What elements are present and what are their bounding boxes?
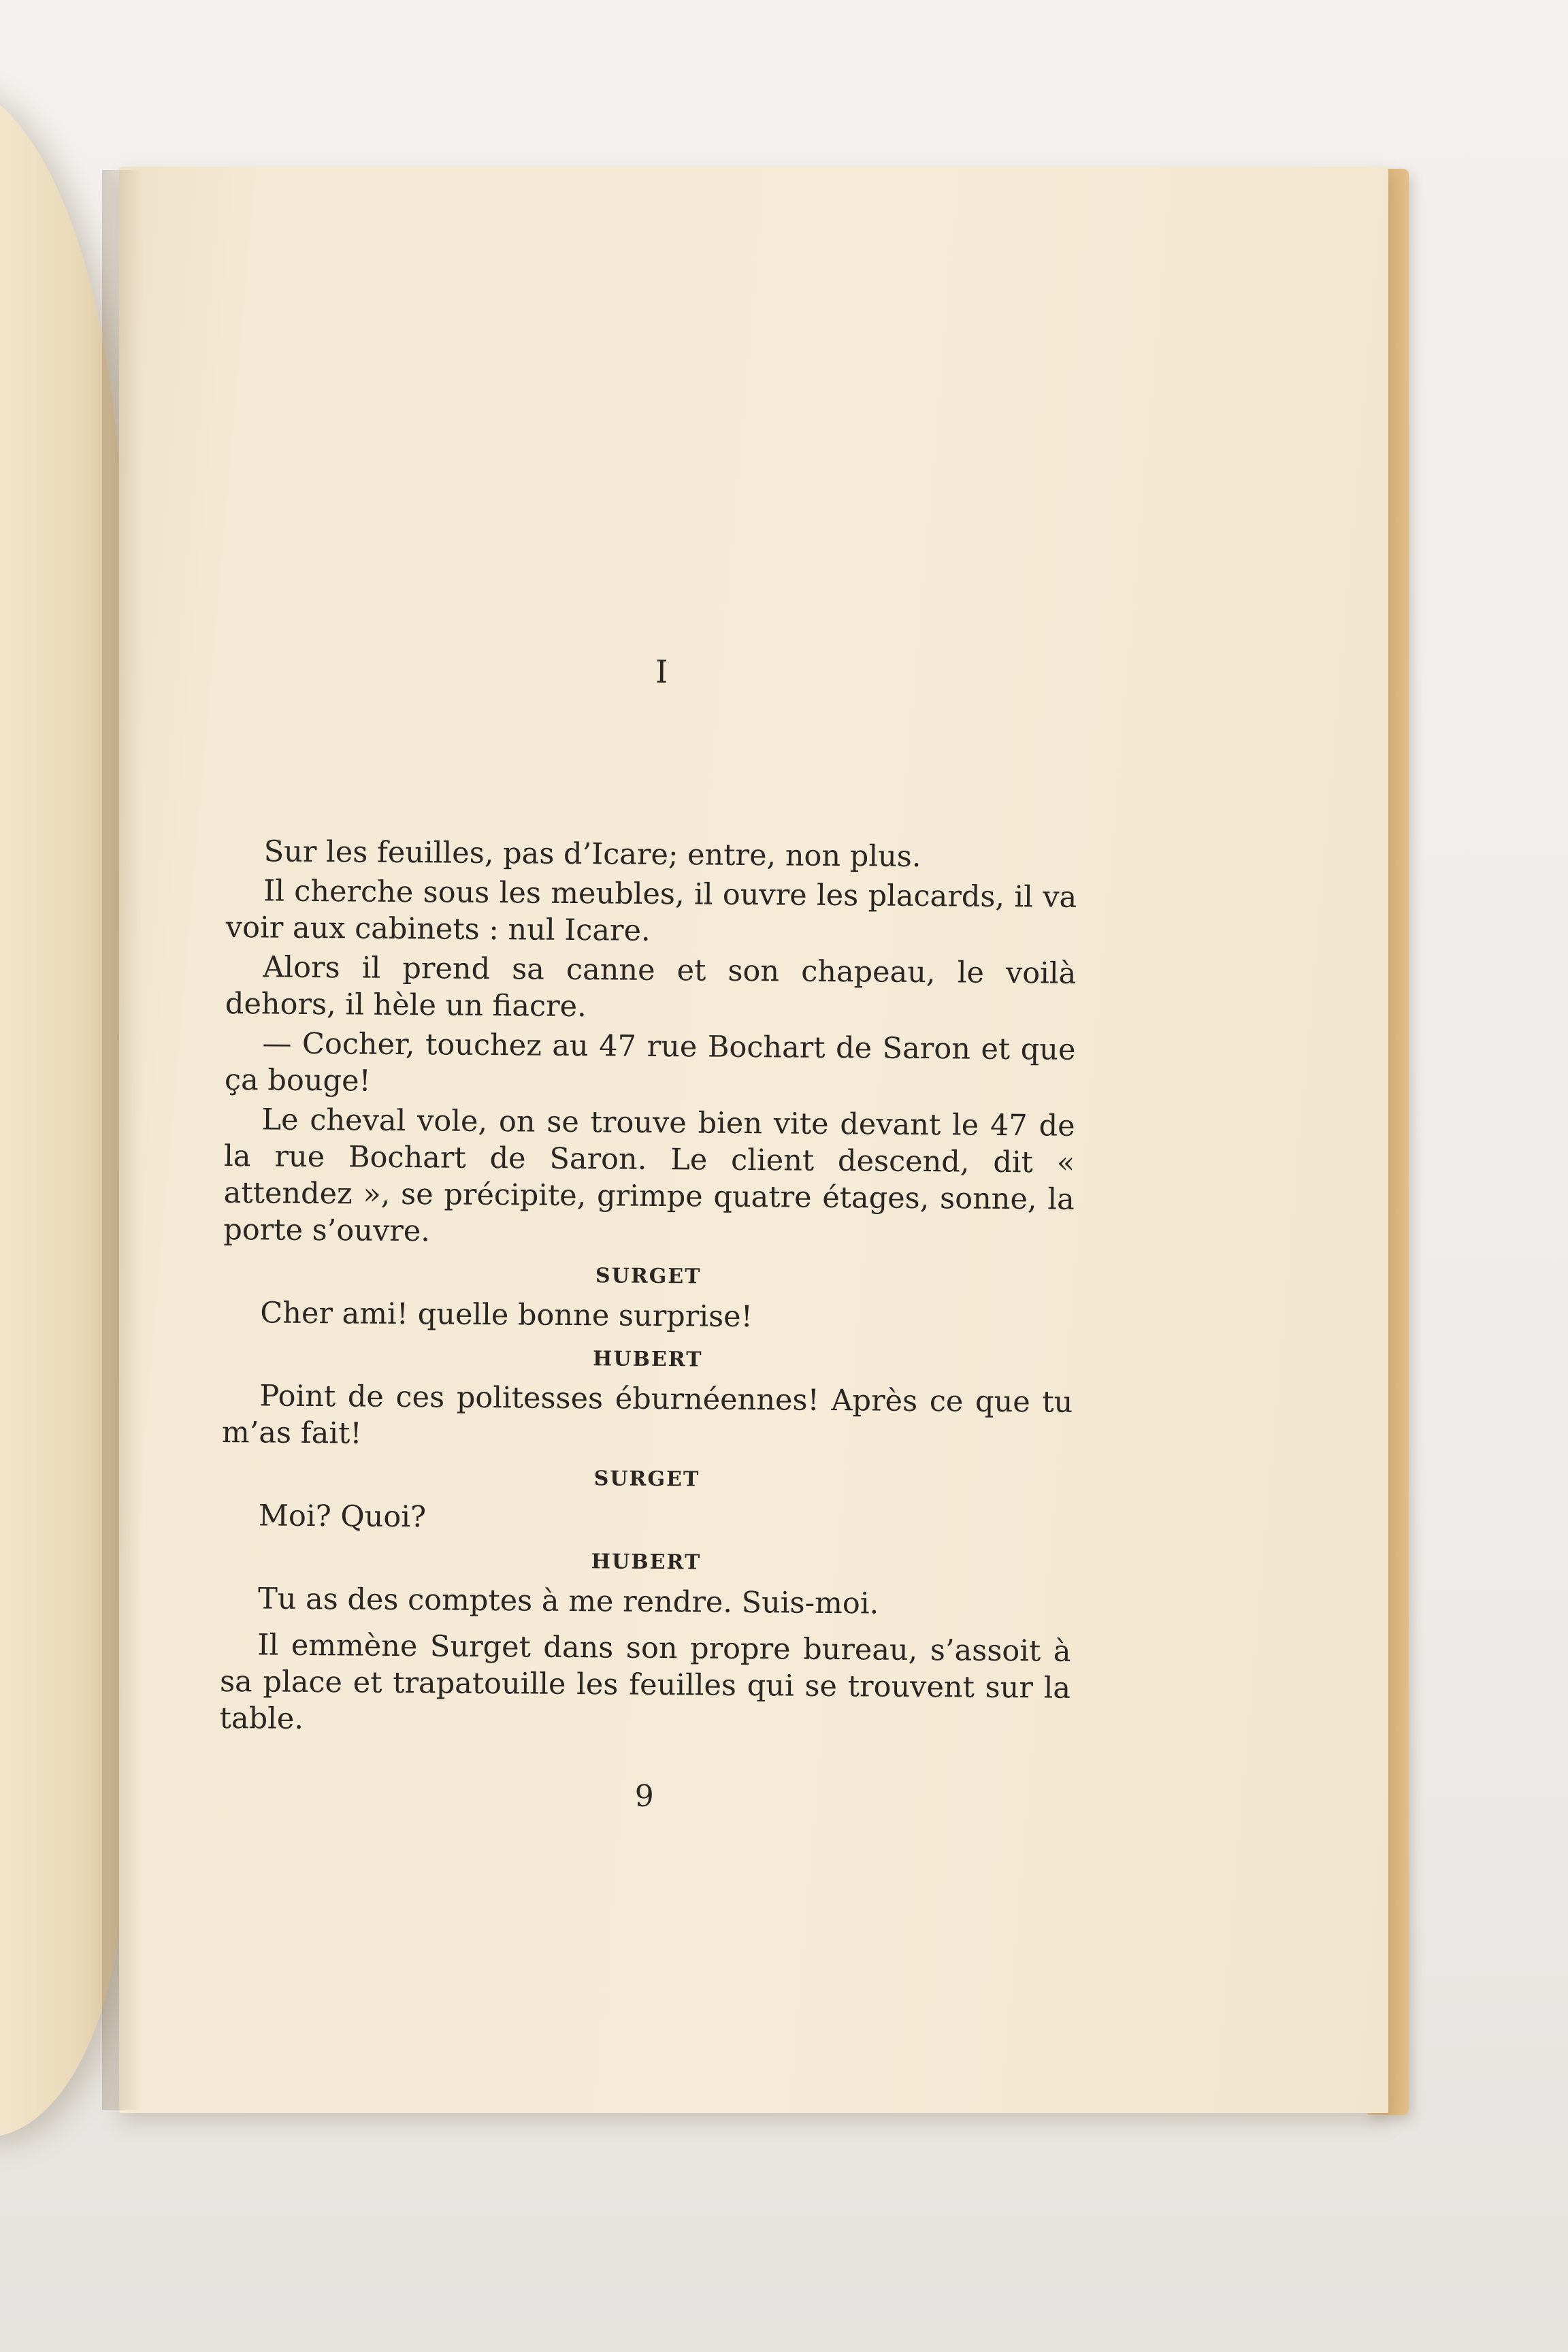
gutter-shadow [102, 170, 143, 2110]
dialogue-line: Tu as des comptes à me rendre. Suis-moi. [257, 1582, 879, 1621]
speaker-name: HUBERT [592, 1347, 703, 1372]
speaker-name: SURGET [593, 1467, 700, 1492]
paragraph: Alors il prend sa canne et son chapeau, le voilà dehors, il hèle un fiacre. [225, 950, 1077, 1024]
speaker-name: HUBERT [591, 1550, 702, 1575]
paragraph: Il emmène Surget dans son propre bureau, s’assoit à sa place et trapatouille les feuilles qui se trouvent sur la table. [219, 1628, 1071, 1736]
paragraph: — Cocher, touchez au 47 rue Bochart de Saron et que ça bouge! [224, 1026, 1076, 1098]
dialogue-line: Cher ami! quelle bonne surprise! [260, 1296, 753, 1335]
page-text [219, 650, 1079, 1818]
chapter-heading: I [655, 653, 668, 691]
paragraph: Sur les feuilles, pas d’Icare; entre, non plus. [263, 834, 921, 875]
speaker-name: SURGET [595, 1264, 702, 1289]
dialogue-line: Point de ces politesses éburnéennes! Après ce que tu m’as fait! [221, 1379, 1073, 1451]
dialogue-line: Moi? Quoi? [258, 1499, 427, 1535]
paragraph: Il cherche sous les meubles, il ouvre les placards, il va voir aux cabinets : nul Icare. [225, 874, 1077, 948]
paragraph: Le cheval vole, on se trouve bien vite devant le 47 de la rue Bochart de Saron. Le client descend, dit « attendez », se précipite, grimpe quatre étages, sonne, la porte s’ouvre. [223, 1102, 1075, 1249]
page-number: 9 [634, 1778, 654, 1814]
